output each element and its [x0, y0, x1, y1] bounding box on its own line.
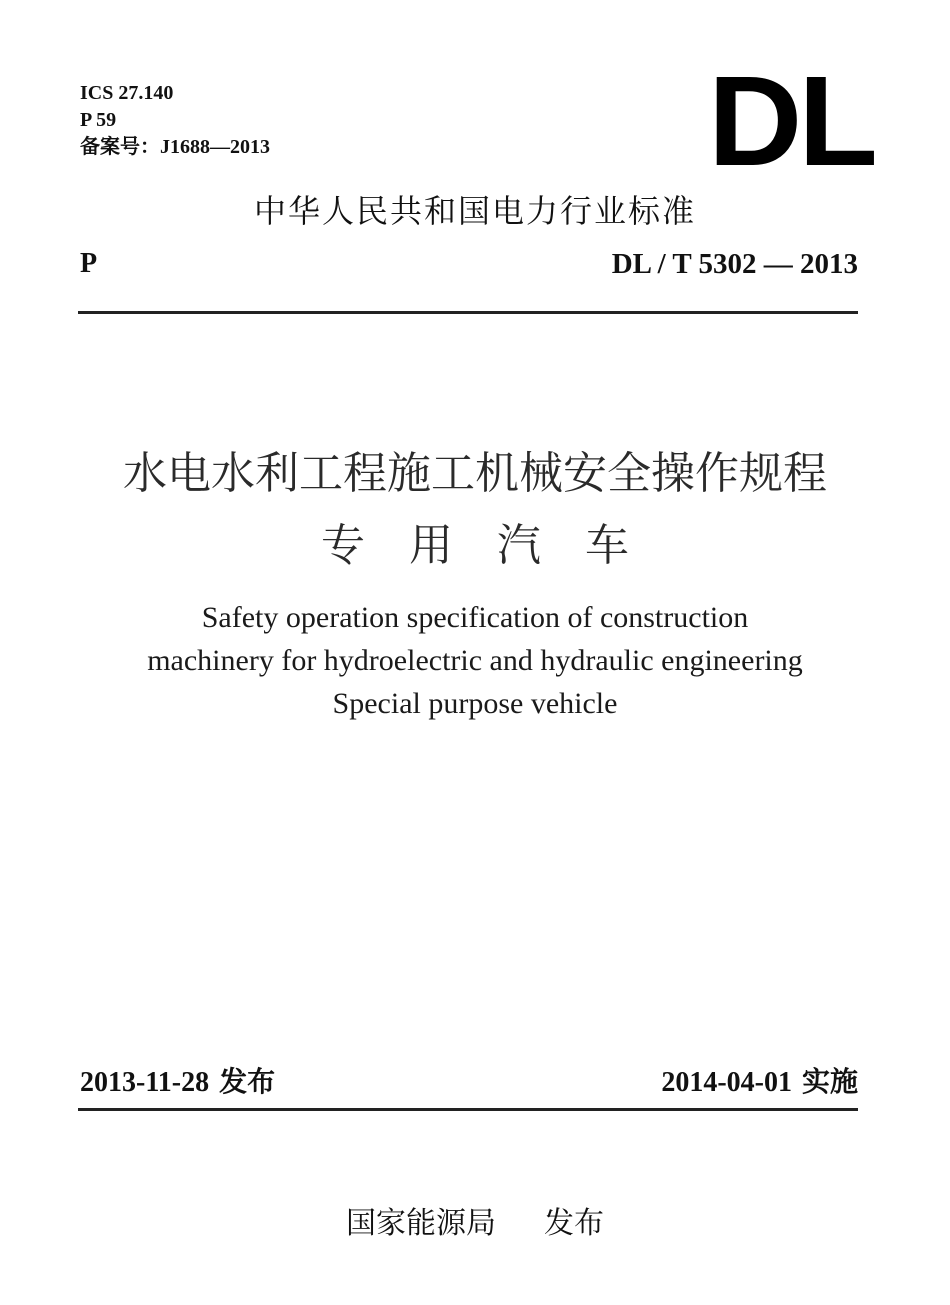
class-code: P: [80, 248, 98, 279]
classification-code: P 59: [80, 109, 117, 131]
english-title: [0, 596, 950, 725]
bottom-divider: [78, 1108, 858, 1111]
top-divider: [78, 311, 858, 314]
issue-date-value: 2013-11-28: [80, 1067, 210, 1098]
publisher: [0, 1198, 950, 1242]
industry-standard-title: 中华人民共和国电力行业标准: [253, 192, 696, 230]
chinese-title: 水电水利工程施工机械安全操作规程: [123, 448, 827, 499]
issue-date-label: 发布: [219, 1065, 276, 1098]
issue-date: [80, 1060, 275, 1100]
filing-number: 备案号：J1688—2013: [80, 136, 270, 158]
chinese-subtitle: 专用汽车: [321, 520, 673, 571]
standard-number: DL / T 5302 — 2013: [611, 248, 858, 280]
dl-logo: DL: [708, 50, 874, 193]
implementation-date-label: 实施: [801, 1065, 858, 1098]
ics-code: ICS 27.140: [80, 82, 174, 104]
implementation-date-value: 2014-04-01: [661, 1067, 792, 1098]
english-title-line-3: Special purpose vehicle: [332, 687, 618, 720]
english-title-line-2: machinery for hydroelectric and hydraulic engineering: [147, 644, 803, 677]
publisher-label: 发布: [544, 1206, 604, 1241]
document-metadata: [80, 80, 270, 161]
english-title-line-1: Safety operation specification of construction: [201, 601, 749, 634]
publisher-name: 国家能源局: [346, 1206, 496, 1241]
implementation-date: [661, 1060, 858, 1100]
